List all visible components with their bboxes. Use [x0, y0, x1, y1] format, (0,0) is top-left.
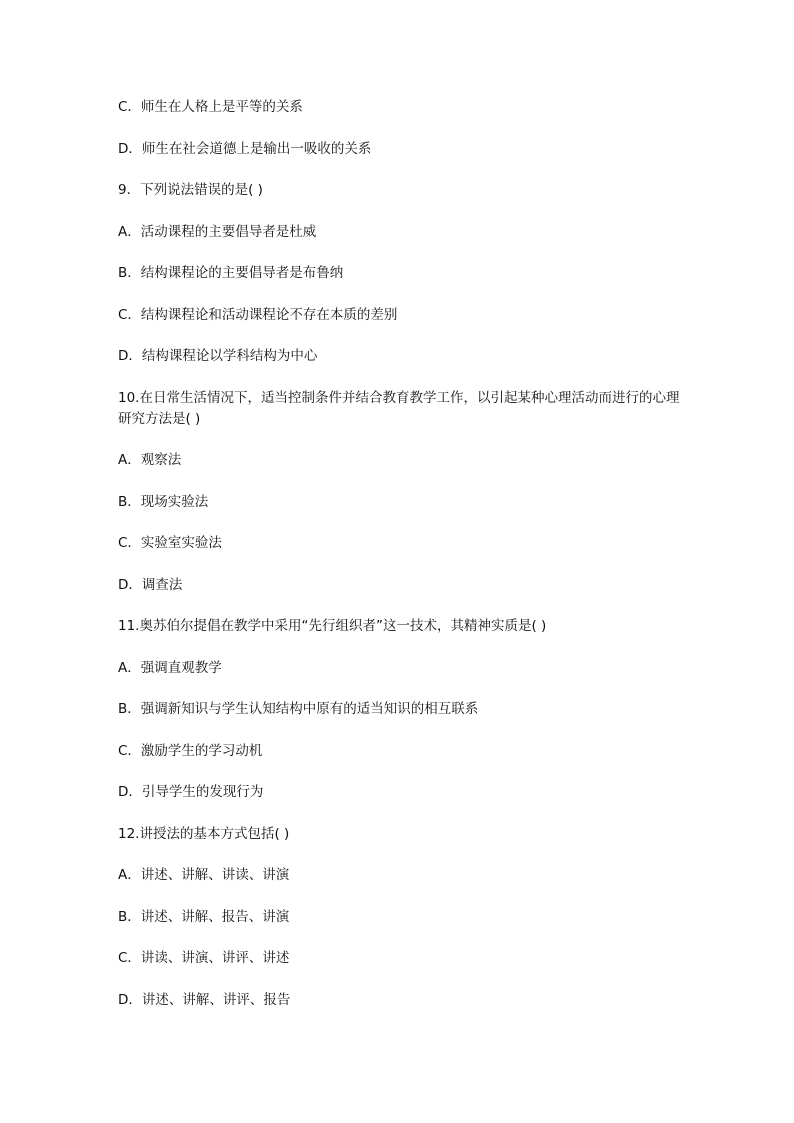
option-d-q9: D．结构课程论以学科结构为中心	[118, 348, 318, 364]
option-b-q9: B．结构课程论的主要倡导者是布鲁纳	[118, 265, 344, 281]
option-c-q9: C．结构课程论和活动课程论不存在本质的差别	[118, 306, 398, 323]
option-a-q10: A．观察法	[118, 452, 182, 468]
question-10: 10.在日常生活情况下，适当控制条件并结合教育教学工作，以引起某种心理活动而进行的心理研究方法是( )	[118, 389, 680, 427]
question-9: 9．下列说法错误的是( )	[118, 182, 263, 198]
question-11: 11.奥苏伯尔提倡在教学中采用“先行组织者”这一技术，其精神实质是( )	[118, 618, 547, 634]
option-d-q12: D．讲述、讲解、讲评、报告	[118, 991, 291, 1008]
option-c-q8: C．师生在人格上是平等的关系	[118, 99, 303, 115]
option-a-q9: A．活动课程的主要倡导者是杜威	[118, 223, 317, 240]
option-d-q11: D．引导学生的发现行为	[118, 784, 264, 800]
option-a-q11: A．强调直观教学	[118, 659, 222, 676]
option-d-q8: D．师生在社会道德上是输出一吸收的关系	[118, 140, 372, 157]
option-c-q12: C．讲读、讲演、讲评、讲述	[118, 950, 290, 966]
option-b-q11: B．强调新知识与学生认知结构中原有的适当知识的相互联系	[118, 701, 479, 717]
question-12: 12.讲授法的基本方式包括( )	[118, 825, 290, 842]
option-d-q10: D．调查法	[118, 576, 183, 593]
option-b-q12: B．讲述、讲解、报告、讲演	[118, 908, 290, 925]
document-body	[118, 97, 688, 1031]
option-b-q10: B．现场实验法	[118, 493, 209, 510]
option-c-q10: C．实验室实验法	[118, 535, 222, 551]
option-c-q11: C．激励学生的学习动机	[118, 742, 263, 759]
option-a-q12: A．讲述、讲解、讲读、讲演	[118, 867, 290, 883]
